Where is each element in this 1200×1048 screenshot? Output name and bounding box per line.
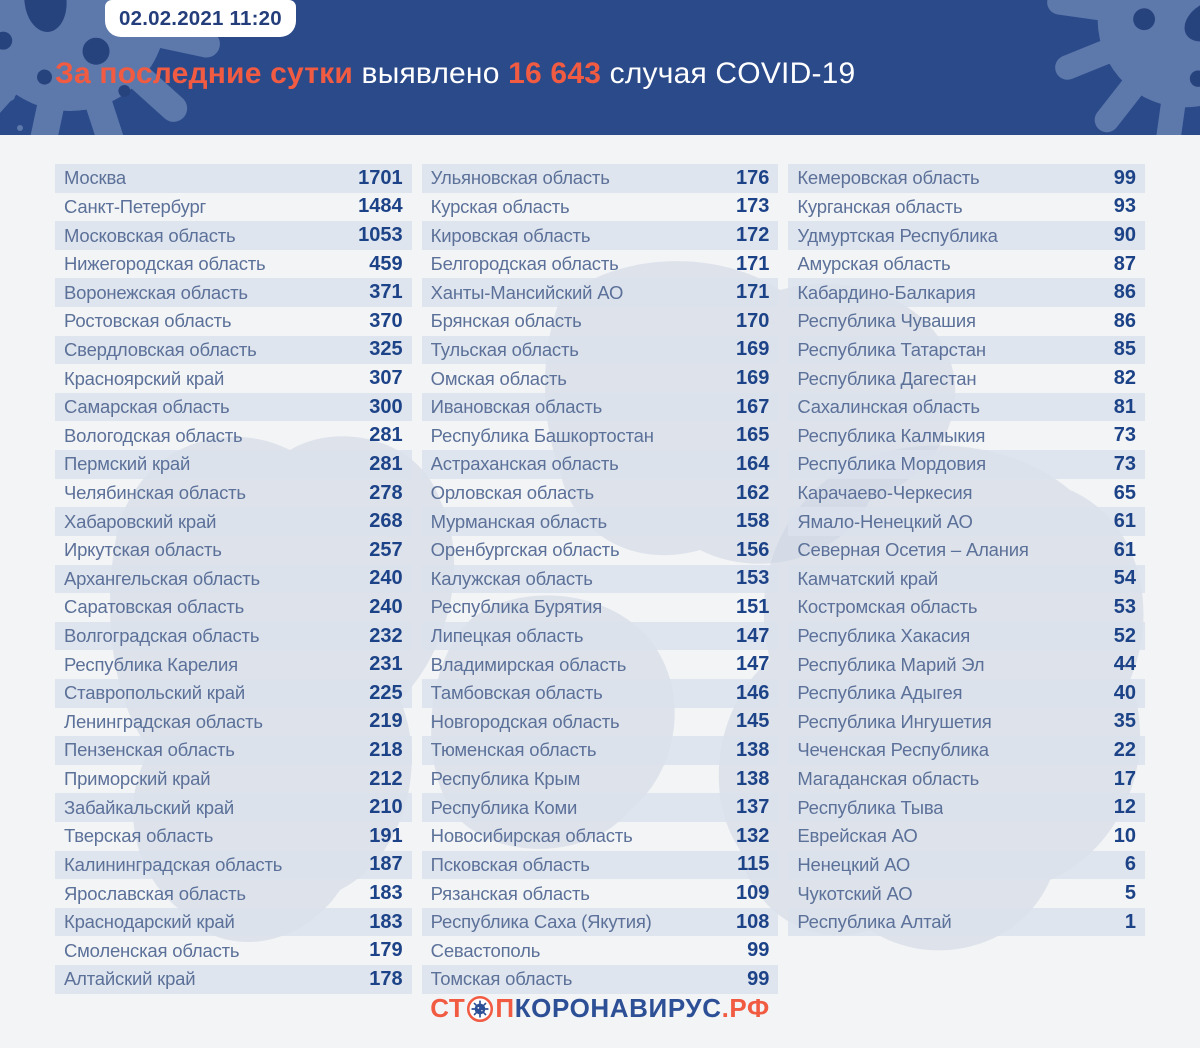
region-name: Санкт-Петербург xyxy=(64,195,207,217)
table-row xyxy=(55,421,412,450)
table-row xyxy=(422,679,779,708)
region-value: 162 xyxy=(735,481,770,504)
region-value: 85 xyxy=(1113,338,1136,361)
table-row xyxy=(788,164,1145,193)
region-value: 170 xyxy=(735,309,770,332)
table-row xyxy=(55,250,412,279)
region-name: Москва xyxy=(64,167,126,189)
region-value: 240 xyxy=(369,567,403,590)
region-name: Республика Дагестан xyxy=(797,367,977,389)
region-value: 145 xyxy=(735,710,770,733)
table-row xyxy=(55,565,412,594)
table-row xyxy=(55,393,412,422)
region-name: Самарская область xyxy=(64,396,230,418)
region-value: 459 xyxy=(369,252,403,275)
region-name: Кемеровская область xyxy=(797,167,980,189)
region-name: Республика Татарстан xyxy=(797,338,986,360)
region-name: Республика Калмыкия xyxy=(797,424,986,446)
region-name: Красноярский край xyxy=(64,367,225,389)
region-name: Республика Бурятия xyxy=(430,596,603,618)
region-value: 171 xyxy=(735,281,770,304)
region-name: Республика Хакасия xyxy=(797,625,971,647)
table-row xyxy=(788,221,1145,250)
date-badge xyxy=(105,0,296,37)
region-value: 179 xyxy=(369,939,403,962)
region-value: 53 xyxy=(1113,595,1136,618)
table-row xyxy=(55,851,412,880)
table-row xyxy=(55,650,412,679)
region-name: Хабаровский край xyxy=(64,510,217,532)
region-value: 81 xyxy=(1113,395,1136,418)
logo-text-koronavirus: КОРОНАВИРУС xyxy=(514,993,722,1023)
table-column-1 xyxy=(55,164,412,994)
region-value: 108 xyxy=(735,910,770,933)
region-name: Тюменская область xyxy=(430,739,597,761)
table-row xyxy=(55,936,412,965)
region-value: 137 xyxy=(735,796,770,819)
region-value: 1484 xyxy=(358,195,403,218)
table-row xyxy=(55,536,412,565)
region-name: Новосибирская область xyxy=(430,825,633,847)
table-row xyxy=(55,793,412,822)
region-value: 147 xyxy=(735,624,770,647)
region-value: 90 xyxy=(1113,224,1136,247)
table-column-3 xyxy=(788,164,1145,994)
region-value: 12 xyxy=(1113,796,1136,819)
table-column-2 xyxy=(422,164,779,994)
table-row xyxy=(788,364,1145,393)
region-value: 173 xyxy=(735,195,770,218)
region-name: Республика Крым xyxy=(430,768,581,790)
table-row xyxy=(422,765,779,794)
table-row xyxy=(422,708,779,737)
region-name: Белгородская область xyxy=(430,253,619,275)
table-row xyxy=(55,593,412,622)
region-value: 187 xyxy=(369,853,403,876)
region-name: Камчатский край xyxy=(797,567,939,589)
table-row xyxy=(788,565,1145,594)
table-row xyxy=(55,679,412,708)
table-row xyxy=(788,421,1145,450)
region-name: Сахалинская область xyxy=(797,396,980,418)
region-name: Калужская область xyxy=(430,567,593,589)
region-value: 158 xyxy=(735,510,770,533)
region-value: 231 xyxy=(369,653,403,676)
region-name: Амурская область xyxy=(797,253,951,275)
region-value: 281 xyxy=(369,452,403,475)
region-name: Курская область xyxy=(430,195,570,217)
region-name: Севастополь xyxy=(430,939,541,961)
region-name: Удмуртская Республика xyxy=(797,224,998,246)
region-name: Калининградская область xyxy=(64,853,283,875)
table-row xyxy=(55,822,412,851)
region-value: 232 xyxy=(369,624,403,647)
region-name: Еврейская АО xyxy=(797,825,918,847)
region-value: 99 xyxy=(1113,166,1136,189)
table-row xyxy=(788,536,1145,565)
region-value: 164 xyxy=(735,452,770,475)
table-row xyxy=(788,908,1145,937)
page-title xyxy=(55,57,855,91)
region-value: 176 xyxy=(735,166,770,189)
region-value: 109 xyxy=(735,882,770,905)
table-row xyxy=(788,822,1145,851)
region-name: Кабардино-Балкария xyxy=(797,281,976,303)
table-row xyxy=(422,221,779,250)
region-name: Республика Саха (Якутия) xyxy=(430,911,652,933)
table-row xyxy=(55,221,412,250)
region-name: Магаданская область xyxy=(797,768,980,790)
logo-text-st: СТ xyxy=(430,993,466,1023)
region-value: 147 xyxy=(735,653,770,676)
table-row xyxy=(422,565,779,594)
region-value: 1053 xyxy=(358,224,403,247)
table-row xyxy=(422,965,779,994)
table-row xyxy=(422,879,779,908)
region-value: 370 xyxy=(369,309,403,332)
region-name: Краснодарский край xyxy=(64,911,235,933)
title-text: случая COVID-19 xyxy=(601,57,856,90)
region-value: 225 xyxy=(369,681,403,704)
region-name: Волгоградская область xyxy=(64,625,260,647)
region-name: Алтайский край xyxy=(64,968,196,990)
region-value: 22 xyxy=(1113,738,1136,761)
region-name: Тверская область xyxy=(64,825,214,847)
region-value: 93 xyxy=(1113,195,1136,218)
table-row xyxy=(55,193,412,222)
table-row xyxy=(788,507,1145,536)
region-name: Брянская область xyxy=(430,310,582,332)
table-row xyxy=(788,193,1145,222)
region-value: 268 xyxy=(369,510,403,533)
region-name: Саратовская область xyxy=(64,596,245,618)
region-name: Республика Ингушетия xyxy=(797,710,992,732)
region-value: 278 xyxy=(369,481,403,504)
region-name: Пензенская область xyxy=(64,739,235,761)
table-row xyxy=(55,507,412,536)
table-row xyxy=(55,965,412,994)
region-name: Нижегородская область xyxy=(64,253,266,275)
region-value: 61 xyxy=(1113,510,1136,533)
table-row xyxy=(788,393,1145,422)
region-name: Республика Башкортостан xyxy=(430,424,654,446)
table-row xyxy=(55,908,412,937)
region-name: Челябинская область xyxy=(64,482,246,503)
virus-decoration-icon xyxy=(974,0,1200,135)
region-value: 73 xyxy=(1113,424,1136,447)
table-row xyxy=(788,708,1145,737)
region-value: 115 xyxy=(737,853,770,876)
date-badge-text: 02.02.2021 11:20 xyxy=(119,6,282,30)
region-value: 156 xyxy=(735,538,770,561)
region-value: 10 xyxy=(1113,824,1136,847)
table-row xyxy=(422,593,779,622)
region-name: Иркутская область xyxy=(64,539,222,561)
table-row xyxy=(422,736,779,765)
table-row xyxy=(788,450,1145,479)
region-name: Приморский край xyxy=(64,768,211,790)
region-value: 17 xyxy=(1113,767,1136,790)
region-name: Республика Алтай xyxy=(797,911,952,933)
region-value: 151 xyxy=(735,595,770,618)
region-value: 153 xyxy=(735,567,770,590)
region-name: Ненецкий АО xyxy=(797,853,911,875)
region-value: 165 xyxy=(735,424,770,447)
table-row xyxy=(788,622,1145,651)
region-name: Северная Осетия – Алания xyxy=(797,539,1029,561)
region-name: Свердловская область xyxy=(64,338,257,360)
region-name: Вологодская область xyxy=(64,424,243,446)
region-value: 86 xyxy=(1113,281,1136,304)
region-value: 281 xyxy=(369,424,403,447)
region-value: 307 xyxy=(369,367,403,390)
region-value: 52 xyxy=(1113,624,1136,647)
logo-text-rf: .РФ xyxy=(721,993,770,1023)
table-row xyxy=(55,450,412,479)
table-row xyxy=(788,593,1145,622)
region-value: 87 xyxy=(1113,252,1136,275)
table-row xyxy=(788,336,1145,365)
table-row xyxy=(55,164,412,193)
title-text: выявлено xyxy=(353,57,509,90)
table-row xyxy=(788,879,1145,908)
region-value: 325 xyxy=(369,338,403,361)
table-row xyxy=(788,793,1145,822)
region-name: Владимирская область xyxy=(430,653,627,675)
region-value: 218 xyxy=(369,738,403,761)
table-row xyxy=(788,851,1145,880)
table-row xyxy=(788,679,1145,708)
region-value: 35 xyxy=(1113,710,1136,733)
table-row xyxy=(55,736,412,765)
region-name: Ульяновская область xyxy=(430,167,610,189)
table-row xyxy=(422,936,779,965)
region-name: Ханты-Мансийский АО xyxy=(430,281,624,303)
region-name: Псковская область xyxy=(430,853,590,875)
region-name: Республика Марий Эл xyxy=(797,653,985,675)
region-name: Ивановская область xyxy=(430,396,603,418)
region-name: Тульская область xyxy=(430,338,579,360)
region-value: 1 xyxy=(1124,910,1136,933)
region-value: 167 xyxy=(735,395,770,418)
region-name: Забайкальский край xyxy=(64,796,235,818)
region-name: Смоленская область xyxy=(64,939,240,961)
region-value: 169 xyxy=(735,338,770,361)
table-row xyxy=(422,622,779,651)
region-value: 99 xyxy=(747,939,770,962)
table-row xyxy=(422,307,779,336)
region-name: Омская область xyxy=(430,367,567,389)
region-value: 169 xyxy=(735,367,770,390)
table-row xyxy=(422,822,779,851)
region-value: 40 xyxy=(1113,681,1136,704)
region-value: 191 xyxy=(369,824,403,847)
table-row xyxy=(422,336,779,365)
region-name: Оренбургская область xyxy=(430,539,620,561)
region-name: Ростовская область xyxy=(64,310,232,332)
table-row xyxy=(422,908,779,937)
table-row xyxy=(422,851,779,880)
region-value: 5 xyxy=(1124,882,1136,905)
table-row xyxy=(55,364,412,393)
region-value: 44 xyxy=(1113,653,1136,676)
virus-icon xyxy=(466,995,494,1023)
table-row xyxy=(422,793,779,822)
region-name: Рязанская область xyxy=(430,882,590,904)
region-name: Республика Чувашия xyxy=(797,310,976,332)
region-value: 371 xyxy=(369,281,403,304)
region-value: 240 xyxy=(369,595,403,618)
region-name: Архангельская область xyxy=(64,567,260,589)
region-name: Республика Адыгея xyxy=(797,682,963,704)
region-value: 1701 xyxy=(358,166,403,189)
regions-table xyxy=(55,164,1145,994)
region-name: Республика Коми xyxy=(430,796,578,818)
table-row xyxy=(788,736,1145,765)
region-name: Кировская область xyxy=(430,224,591,246)
table-row xyxy=(422,193,779,222)
title-count: 16 643 xyxy=(508,57,602,90)
region-value: 257 xyxy=(369,538,403,561)
table-row xyxy=(422,450,779,479)
region-value: 6 xyxy=(1124,853,1136,876)
table-row xyxy=(55,879,412,908)
region-value: 138 xyxy=(735,767,770,790)
region-name: Республика Мордовия xyxy=(797,453,986,475)
region-name: Ленинградская область xyxy=(64,710,263,732)
table-row xyxy=(788,307,1145,336)
table-row xyxy=(422,507,779,536)
region-value: 172 xyxy=(735,224,770,247)
table-row xyxy=(422,364,779,393)
region-name: Астраханская область xyxy=(430,453,619,475)
table-row xyxy=(422,250,779,279)
region-name: Орловская область xyxy=(430,482,594,503)
region-name: Курганская область xyxy=(797,195,963,217)
region-name: Мурманская область xyxy=(430,510,607,532)
region-value: 65 xyxy=(1113,481,1136,504)
region-value: 212 xyxy=(369,767,403,790)
table-row xyxy=(55,765,412,794)
logo-text-p: П xyxy=(495,993,515,1023)
region-name: Новгородская область xyxy=(430,710,620,732)
table-row xyxy=(422,164,779,193)
region-name: Ставропольский край xyxy=(64,682,246,704)
region-value: 82 xyxy=(1113,367,1136,390)
region-name: Пермский край xyxy=(64,453,191,475)
region-value: 138 xyxy=(735,738,770,761)
table-row xyxy=(788,765,1145,794)
table-row xyxy=(55,708,412,737)
table-row xyxy=(55,336,412,365)
region-value: 183 xyxy=(369,910,403,933)
table-row xyxy=(422,421,779,450)
region-value: 300 xyxy=(369,395,403,418)
table-row xyxy=(422,536,779,565)
region-value: 210 xyxy=(369,796,403,819)
content-area xyxy=(0,135,1200,1048)
region-name: Чукотский АО xyxy=(797,882,913,904)
table-row xyxy=(55,622,412,651)
region-name: Ярославская область xyxy=(64,882,246,904)
region-name: Республика Карелия xyxy=(64,653,238,675)
region-value: 132 xyxy=(735,824,770,847)
title-highlight: За последние сутки xyxy=(55,57,354,90)
header xyxy=(0,0,1200,135)
region-value: 219 xyxy=(369,710,403,733)
region-name: Чеченская Республика xyxy=(797,739,989,761)
table-row xyxy=(55,278,412,307)
table-row xyxy=(422,479,779,508)
region-value: 171 xyxy=(735,252,770,275)
region-name: Томская область xyxy=(430,968,573,990)
region-value: 183 xyxy=(369,882,403,905)
table-row xyxy=(422,278,779,307)
region-name: Тамбовская область xyxy=(430,682,603,704)
table-row xyxy=(55,479,412,508)
region-name: Московская область xyxy=(64,224,236,246)
table-row xyxy=(422,650,779,679)
region-value: 146 xyxy=(735,681,770,704)
region-value: 54 xyxy=(1113,567,1136,590)
table-row xyxy=(422,393,779,422)
region-value: 73 xyxy=(1113,452,1136,475)
region-name: Ямало-Ненецкий АО xyxy=(797,510,973,532)
table-row xyxy=(788,650,1145,679)
region-value: 178 xyxy=(369,967,403,990)
table-row xyxy=(55,307,412,336)
region-value: 86 xyxy=(1113,309,1136,332)
region-name: Республика Тыва xyxy=(797,796,944,818)
region-name: Карачаево-Черкесия xyxy=(797,482,973,503)
region-name: Костромская область xyxy=(797,596,978,618)
table-row xyxy=(788,479,1145,508)
site-logo xyxy=(0,993,1200,1024)
region-value: 99 xyxy=(747,967,770,990)
region-value: 61 xyxy=(1113,538,1136,561)
table-row xyxy=(788,250,1145,279)
region-name: Воронежская область xyxy=(64,281,248,303)
table-row xyxy=(788,278,1145,307)
region-name: Липецкая область xyxy=(430,625,584,647)
